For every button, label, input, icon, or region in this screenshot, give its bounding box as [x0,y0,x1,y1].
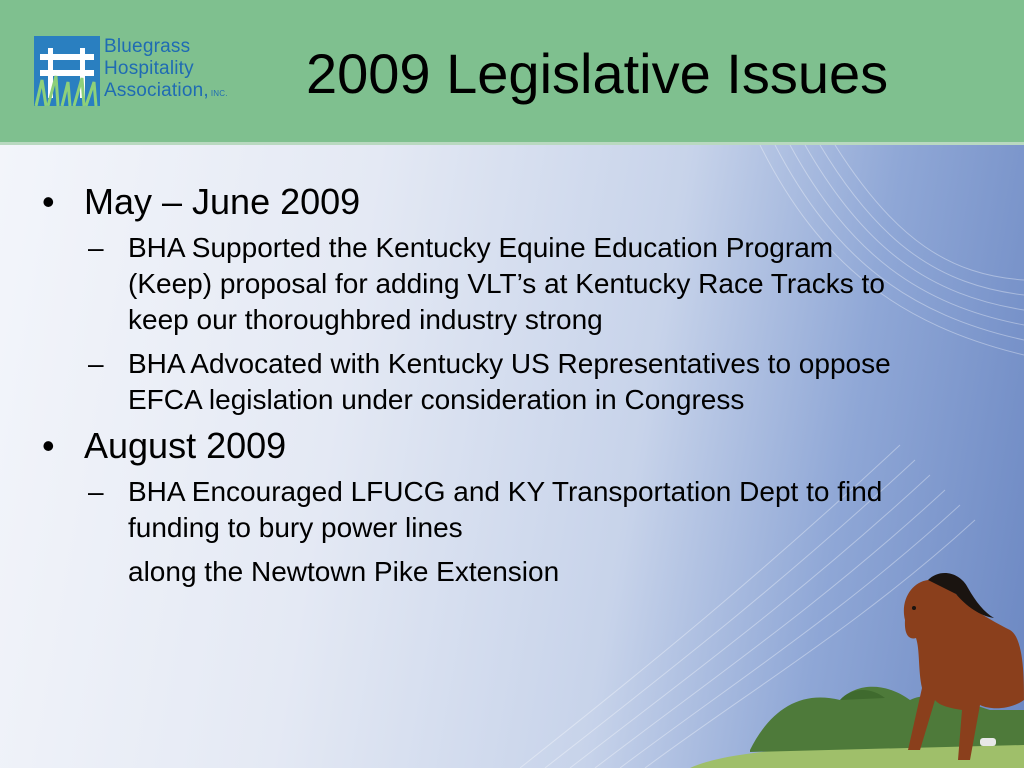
sub-bullet-item [40,474,920,546]
fence-grass-logo-icon [34,36,100,106]
logo-line-1: Bluegrass [104,36,191,57]
slide-title: 2009 Legislative Issues [306,42,889,105]
sub-bullet-text: BHA Advocated with Kentucky US Representatives to oppose EFCA legislation under consideration in Congress [128,348,891,415]
logo-line-3-text: Association, [104,80,209,101]
bullet-marker: • [42,181,55,222]
sub-bullet-text: BHA Encouraged LFUCG and KY Transportation Dept to find funding to bury power lines [128,476,883,543]
logo-line-3 [104,80,274,105]
bullet-item [40,182,920,222]
sub-bullet-item [40,230,920,338]
sub-bullet-continuation: along the Newtown Pike Extension [128,556,560,587]
bullet-marker: • [42,425,55,466]
dash-marker: – [88,348,104,379]
horse-pasture-image [690,560,1024,768]
slide-body [40,182,920,590]
bullet-heading: August 2009 [84,425,287,466]
bullet-heading: May – June 2009 [84,181,361,222]
bha-logo [34,36,274,108]
logo-wordmark [104,36,274,105]
logo-inc: INC. [210,89,228,98]
bullet-item [40,426,920,466]
sub-bullet-text: BHA Supported the Kentucky Equine Education Program (Keep) proposal for adding VLT’s at Kentucky Race Tracks to keep our thoroughbred industry strong [128,232,885,335]
sub-bullet-item [40,346,920,418]
dash-marker: – [88,476,104,507]
dash-marker: – [88,232,104,263]
header-bar [0,0,1024,145]
logo-line-2: Hospitality [104,58,194,79]
